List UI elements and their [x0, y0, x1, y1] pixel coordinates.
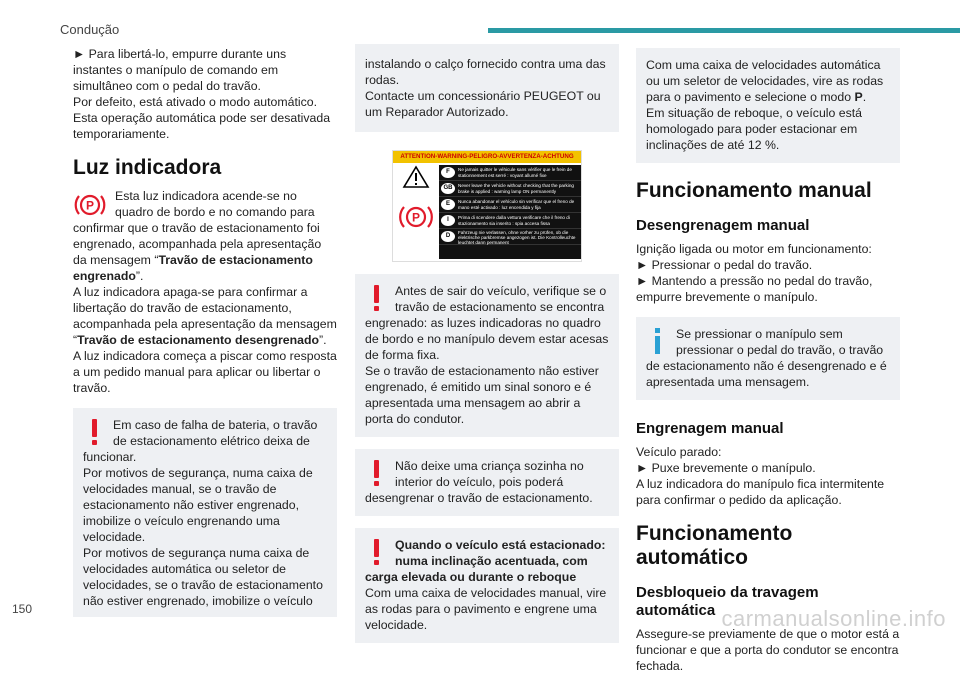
warning-box — [355, 449, 619, 516]
info-text: Se pressionar o manípulo sem pressionar o pedal do travão, o travão de estacionamento não é desengrenado e é apresentada uma mensagem. — [646, 327, 887, 389]
section-heading-manual: Funcionamento manual — [636, 179, 872, 202]
paragraph: Assegure-se previamente de que o motor está a funcionar e que a porta do condutor se encontra fechada. — [636, 627, 900, 673]
warning-title: Quando o veículo está estacionado: numa inclinação acentuada, com carga elevada ou durante o reboque — [365, 538, 606, 584]
column-2 — [355, 46, 619, 643]
paragraph: Por defeito, está ativado o modo automático. Esta operação automática pode ser desativada temporariamente. — [73, 95, 331, 141]
subheading-disengage: Desengrenagem manual — [636, 217, 810, 234]
warning-label-image — [392, 150, 582, 262]
column-3 — [636, 46, 900, 674]
section-heading-auto: Funcionamento automático — [636, 522, 793, 569]
paragraph: Ignição ligada ou motor em funcionamento: — [636, 242, 872, 256]
parking-brake-icon — [73, 190, 107, 220]
warning-box — [73, 408, 337, 617]
paragraph: instalando o calço fornecido contra uma das rodas. — [365, 57, 606, 87]
info-icon — [646, 326, 672, 358]
warning-icon — [365, 537, 391, 569]
warning-box-continued — [355, 44, 619, 132]
note-box — [636, 48, 900, 163]
label-row: I Prima di scendere dalla vettura verificare che il freno di stazionamento sia inserito : spia accesa fissa — [439, 213, 581, 229]
watermark: carmanualsonline.info — [721, 606, 946, 631]
paragraph: Contacte um concessionário PEUGEOT ou um Reparador Autorizado. — [365, 89, 601, 119]
warning-text: Se o travão de estacionamento não estiver engrenado, é emitido um sinal sonoro e é apresentada uma mensagem ao abrir a porta do condutor. — [365, 364, 599, 426]
paragraph: Em situação de reboque, o veículo está homologado para poder estacionar em inclinações de até 12 %. — [646, 106, 863, 152]
paragraph: ► Mantendo a pressão no pedal do travão, empurre brevemente o manípulo. — [636, 274, 873, 304]
paragraph: ► Puxe brevemente o manípulo. — [636, 461, 816, 475]
label-row: E Nunca abandonar el vehículo sin verificar que el freno de mano esté activado : luz encendida y fija — [439, 197, 581, 213]
warning-box — [355, 274, 619, 437]
warning-icon — [365, 283, 391, 315]
section-heading-indicator: Luz indicadora — [73, 156, 222, 179]
warning-text: Não deixe uma criança sozinha no interior do veículo, pois poderá desengrenar o travão de estacionamento. — [365, 459, 593, 505]
label-row: D Fahrzeug nie verlassen, ohne vorher zu prüfen, ob die elektrische parkbremse angezogen ist. Die Kontrolleuchte leuchtet dann permanent — [439, 229, 581, 245]
paragraph: Com uma caixa de velocidades automática ou um seletor de velocidades, vire as rodas para o pavimento e selecione o modo P. — [646, 58, 884, 104]
warning-text: Antes de sair do veículo, verifique se o travão de estacionamento se encontra engrenado: as luzes indicadoras no quadro de bordo e no manípulo devem estar acesas de forma fixa. — [365, 284, 609, 362]
page-number: 150 — [12, 602, 33, 616]
warning-triangle-icon — [393, 165, 439, 261]
subheading-unlock: Desbloqueio da travagem automática — [636, 584, 819, 619]
info-box — [636, 317, 900, 400]
svg-text:P: P — [85, 198, 95, 213]
running-header: Condução — [60, 22, 120, 37]
label-banner: ATTENTION-WARNING-PELIGRO-AVVERTENZA-ACHTUNG — [393, 151, 581, 163]
warning-box — [355, 528, 619, 643]
paragraph: ► Pressionar o pedal do travão. — [636, 258, 813, 272]
header-accent-bar — [488, 28, 960, 33]
subheading-engage: Engrenagem manual — [636, 420, 784, 437]
paragraph: ► Para libertá-lo, empurre durante uns instantes o manípulo de comando em simultâneo com o pedal do travão. — [73, 47, 287, 93]
warning-text: Por motivos de segurança, numa caixa de velocidades manual, se o travão de estacionamento não estiver engrenado, imobilize o veículo engrenando uma velocidade. — [83, 466, 313, 544]
label-row: GB Never leave the vehicle without checking that the parking brake is applied : warning lamp ON permanently — [439, 181, 581, 197]
warning-text: Com uma caixa de velocidades manual, vire as rodas para o pavimento e engrene uma velocidade. — [365, 586, 607, 632]
warning-icon — [365, 458, 391, 490]
warning-text: Por motivos de segurança numa caixa de velocidades automática ou seletor de velocidades, se o travão de estacionamento não estiver engrenado, imobilize o veículo — [83, 546, 323, 608]
warning-text: Em caso de falha de bateria, o travão de estacionamento elétrico deixa de funcionar. — [83, 418, 318, 464]
label-row: F Ne jamais quitter le véhicule sans vérifier que le frein de stationnement est serré : voyant allumé fixe — [439, 165, 581, 181]
paragraph: A luz indicadora do manípulo fica intermitente para confirmar o pedido da aplicação. — [636, 477, 885, 507]
svg-text:P: P — [411, 210, 421, 225]
paragraph: Veículo parado: — [636, 445, 722, 459]
indicator-paragraph: P Esta luz indicadora acende-se no quadro de bordo e no comando para confirmar que o travão de estacionamento foi engrenado, acompanhada pela apresentação da mensagem “Travão de estacionamento engrenado”. A luz indicadora apaga-se para confirmar a libertação do travão de estacionamento, acompanhada pela apresentação da mensagem “Travão de estacionamento desengrenado”. A luz indicadora começa a piscar como resposta a um pedido manual para aplicar ou libertar o travão. — [73, 189, 337, 395]
column-1 — [73, 46, 337, 617]
warning-icon — [83, 417, 109, 449]
